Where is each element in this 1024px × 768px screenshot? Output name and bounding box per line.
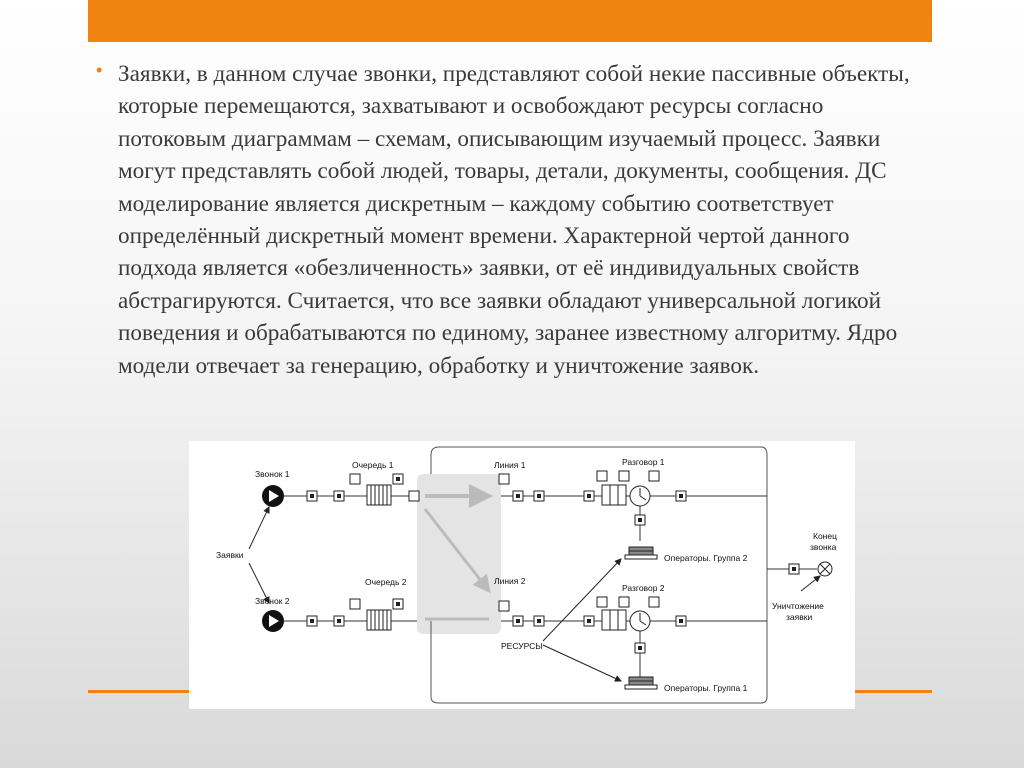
slide-body (96, 58, 926, 382)
resources-label: РЕСУРСЫ (501, 641, 543, 651)
top-accent-bar (88, 0, 932, 42)
operators-group1 (625, 677, 657, 689)
talk1-buffer (602, 485, 626, 505)
operators-group2 (625, 547, 657, 559)
call2-label: Звонок 2 (255, 596, 290, 606)
talk1-label: Разговор 1 (622, 457, 665, 467)
body-paragraph: Заявки, в данном случае звонки, представляют собой некие пассивные объекты, которые перемещаются, захватывают и освобождают ресурсы согласно потоковым диаграммам – схемам, описывающим изучаемый процесс. Заявки могут представлять собой людей, товары, детали, документы, сообщения. ДС моделирование является дискретным – каждому событию соответствует определённый дискретный момент времени. Характерной чертой данного подхода является «обезличенность» заявки, от её индивидуальных свойств абстрагируются. Считается, что все заявки обладают универсальной логикой поведения и обрабатываются по единому, заранее известному алгоритму. Ядро модели отвечает за генерацию, обработку и уничтожение заявок. (118, 61, 910, 379)
operators1-label: Операторы. Группа 1 (664, 683, 748, 693)
destroy-label-2: заявки (786, 612, 813, 622)
end-call-label-1: Конец (813, 531, 837, 541)
queue1-label: Очередь 1 (352, 460, 394, 470)
end-call-label-2: звонка (810, 542, 837, 552)
destroy-label-1: Уничтожение (772, 601, 824, 611)
call1-label: Звонок 1 (255, 469, 290, 479)
queue2-buffer (367, 610, 391, 630)
talk2-label: Разговор 2 (622, 583, 665, 593)
queue2-label: Очередь 2 (365, 577, 407, 587)
process-diagram (189, 441, 855, 709)
requests-label: Заявки (216, 550, 244, 560)
talk2-buffer (602, 610, 626, 630)
queue1-buffer (367, 485, 391, 505)
operators2-label: Операторы. Группа 2 (664, 553, 748, 563)
bullet-icon: • (96, 60, 103, 80)
line2-label: Линия 2 (494, 576, 526, 586)
line1-label: Линия 1 (494, 460, 526, 470)
